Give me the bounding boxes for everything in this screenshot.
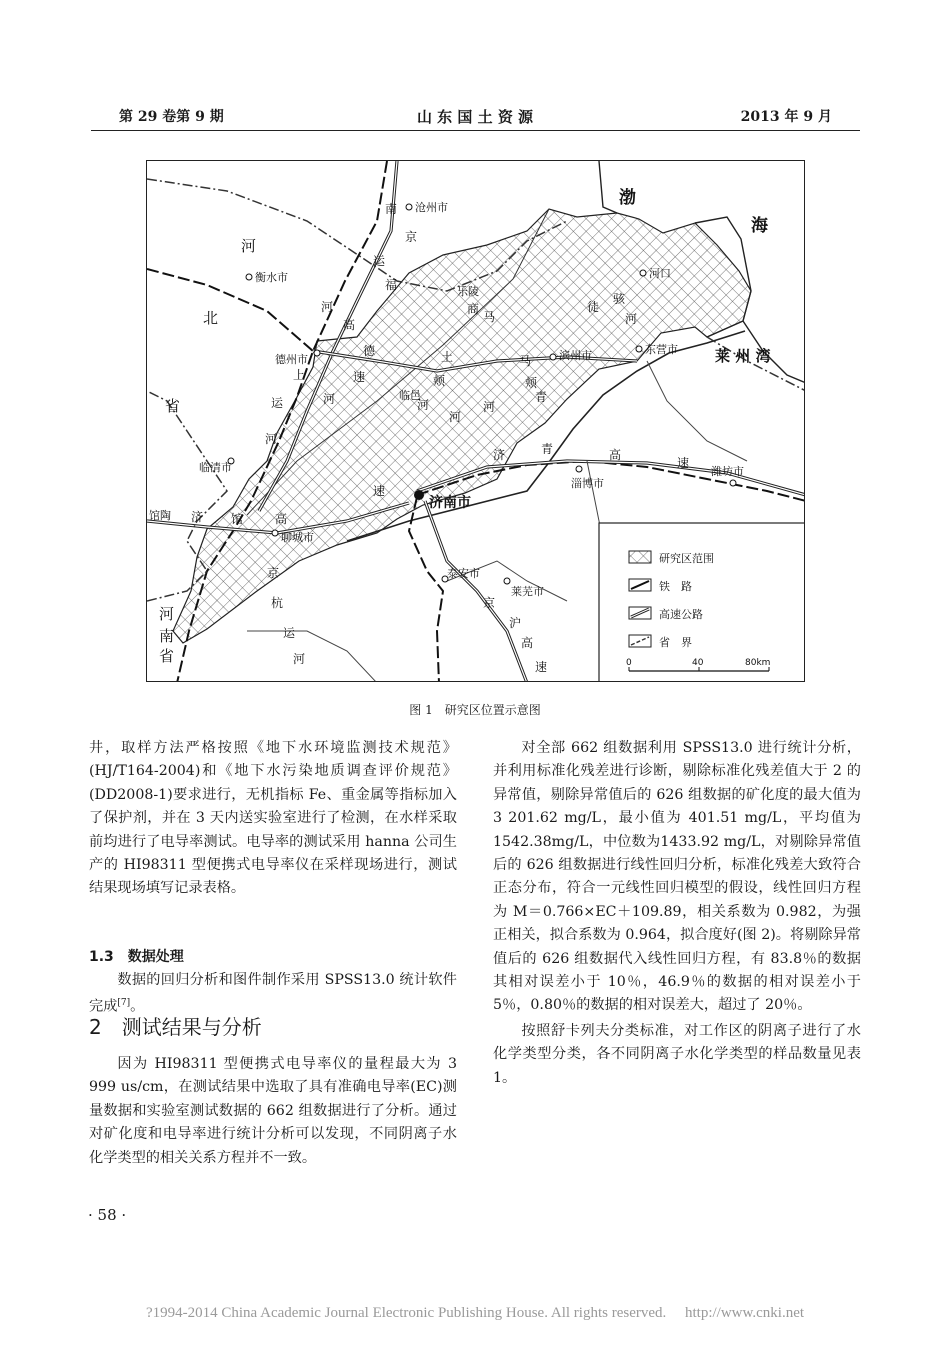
route-char: 运 — [373, 254, 386, 268]
route-char: 上 — [293, 368, 306, 382]
label-hebei-bei: 北 — [203, 309, 219, 327]
label-leling: 乐陵 — [457, 285, 479, 298]
label-guantao: 馆陶 — [149, 509, 171, 522]
legend-scale-40: 40 — [692, 658, 704, 668]
route-char: 济 — [493, 448, 506, 462]
route-char: 杭 — [271, 596, 284, 610]
label-henan-nan: 南 — [159, 627, 175, 645]
city-marker-dezhou — [314, 350, 320, 356]
route-char: 河 — [483, 400, 496, 414]
minor-road-3 — [247, 631, 377, 682]
route-char: 京 — [267, 566, 280, 580]
route-char: 高 — [521, 636, 534, 650]
city-marker-weifang — [730, 480, 736, 486]
legend-scale-80: 80km — [745, 658, 771, 668]
left-column-top — [89, 737, 457, 901]
label-zibo: 淄博市 — [571, 477, 604, 490]
label-linyi: 临邑 — [399, 389, 421, 402]
right-column — [493, 737, 861, 1090]
route-char: 马 — [483, 310, 496, 324]
route-char: 速 — [353, 370, 366, 384]
copyright-footer: ?1994-2014 China Academic Journal Electronic Publishing House. All rights reserved. http://www.cnki.net — [145, 1305, 805, 1321]
route-char: 河 — [265, 432, 278, 446]
route-char: 颊 — [433, 374, 446, 388]
city-marker-jinan — [414, 490, 424, 500]
label-binzhou: 滨州市 — [559, 349, 592, 362]
route-char: 土 — [441, 350, 454, 364]
route-char: 速 — [535, 660, 548, 674]
city-marker-laiwu — [504, 578, 510, 584]
label-henan-he: 河 — [159, 605, 175, 623]
route-char: 商 — [467, 302, 480, 316]
label-bohai: 渤 — [619, 188, 636, 208]
legend-scale-0: 0 — [626, 658, 632, 668]
label-dezhou: 德州市 — [275, 353, 308, 366]
route-char: 河 — [321, 300, 334, 314]
route-char: 马 — [519, 354, 532, 368]
route-char: 运 — [283, 626, 296, 640]
subsection-title: 1.3 数据处理 — [89, 949, 184, 965]
label-hekou: 河口 — [649, 267, 671, 280]
route-char: 福 — [385, 278, 398, 292]
route-char: 南 — [385, 202, 398, 216]
route-char: 速 — [373, 484, 386, 498]
route-char: 徒 — [587, 300, 600, 314]
label-hebei-sheng: 省 — [165, 397, 181, 415]
publication-date: 2013 年 9 月 — [740, 109, 832, 125]
left-column-results — [89, 1053, 457, 1170]
legend-swatch-study-area — [629, 551, 651, 563]
railway-line-dezhou-shijiazhuang — [147, 269, 313, 351]
city-marker-cangzhou — [406, 204, 412, 210]
label-hebei-he: 河 — [241, 237, 257, 255]
label-taian: 泰安市 — [447, 567, 480, 580]
route-char: 河 — [293, 652, 306, 666]
city-marker-liaocheng — [272, 530, 278, 536]
journal-volume-issue: 第 29 卷第 9 期 — [119, 109, 224, 125]
city-marker-hengshui — [246, 274, 252, 280]
route-char: 河 — [625, 312, 638, 326]
label-hai: 海 — [751, 216, 768, 236]
label-jinan: 济南市 — [429, 495, 471, 511]
page-number: · 58 · — [88, 1206, 127, 1224]
route-char: 河 — [417, 398, 430, 412]
route-char: 高 — [609, 448, 622, 462]
route-char: 颊 — [525, 376, 538, 390]
legend-label-boundary: 省 界 — [659, 636, 692, 649]
city-marker-zibo — [576, 466, 582, 472]
journal-title: 山 东 国 土 资 源 — [416, 108, 534, 126]
study-area-map — [146, 160, 805, 682]
legend-label-railway: 铁 路 — [659, 580, 692, 593]
route-char: 河 — [449, 410, 462, 424]
route-char: 骇 — [613, 292, 626, 306]
route-char: 馆 — [231, 512, 244, 526]
city-marker-hekou — [640, 270, 646, 276]
section-title: 2 测试结果与分析 — [89, 1015, 262, 1039]
route-char: 速 — [677, 456, 690, 470]
railway-line-jinan-taian — [409, 497, 443, 682]
route-char: 济 — [191, 510, 204, 524]
label-liaocheng: 聊城市 — [281, 531, 314, 544]
route-char: 京 — [483, 596, 496, 610]
route-char: 高 — [275, 512, 288, 526]
legend-label-highway: 高速公路 — [659, 608, 703, 621]
label-linqing: 临清市 — [199, 461, 232, 474]
label-dongying: 东营市 — [645, 343, 678, 356]
map-legend — [599, 523, 805, 682]
figure-caption: 图 1 研究区位置示意图 — [409, 703, 541, 717]
paragraph-data-processing: 数据的回归分析和图件制作采用 SPSS13.0 统计软件完成[7]。 — [89, 972, 457, 1016]
minor-road-4 — [647, 361, 747, 461]
paragraph-results-intro: 因为 HI98311 型便携式电导率仪的量程最大为 3 999 us/cm，在测试结果中选取了具有准确电导率(EC)测量数据和实验室测试数据的 662 组数据进行了分析。通过对矿化度和电导率进行统计分析可以发现，不同阴离子水化学类型的相关关系方程并不一致。 — [89, 1056, 457, 1166]
route-char: 京 — [405, 230, 418, 244]
label-henan-sheng: 省 — [159, 647, 175, 665]
label-laizhou-bay: 莱 州 湾 — [715, 347, 771, 365]
label-weifang: 潍坊市 — [711, 465, 744, 478]
route-char: 青 — [535, 390, 548, 404]
header-rule — [91, 130, 860, 131]
route-char: 运 — [271, 396, 284, 410]
route-char: 沪 — [509, 616, 522, 630]
legend-label-study-area: 研究区范围 — [659, 552, 714, 565]
route-char: 青 — [541, 442, 554, 456]
paragraph-classification: 按照舒卡列夫分类标准，对工作区的阴离子进行了水化学类型分类，各不同阴离子水化学类型的样品数量见表 1。 — [493, 1022, 861, 1086]
route-char: 河 — [323, 392, 336, 406]
label-hengshui: 衡水市 — [255, 271, 288, 284]
city-marker-binzhou — [550, 354, 556, 360]
paragraph-sampling-method: 井，取样方法严格按照《地下水环境监测技术规范》(HJ/T164-2004)和《地下水污染地质调查评价规范》(DD2008-1)要求进行，无机指标 Fe、重金属等指标加入了保护剂，并在 3 天内送实验室进行了检测，在水样采取前均进行了电导率测试。电导率的测试采用 hanna 公司生产的 HI98311 型便携式电导率仪在采样现场进行，测试结果现场填写记录表格。 — [89, 740, 457, 897]
route-char: 德 — [363, 344, 376, 358]
route-char: 高 — [343, 318, 356, 332]
paragraph-statistics: 对全部 662 组数据利用 SPSS13.0 进行统计分析，并利用标准化残差进行诊断，剔除标准化残差值大于 2 的异常值，剔除异常值后的 626 组数据的矿化度的最大值为 3 201.62 mg/L，最小值为 401.51 mg/L，平均值为1542.38mg/L，中位数为1433.92 mg/L，对剔除异常值后的 626 组数据进行线性回归分析，标准化残差大致符合正态分布，符合一元线性回归模型的假设，线性回归方程为 M＝0.766×EC＋109.89，相关系数为 0.982，为强正相关，拟合系数为 0.964，拟合度好(图 2)。将剔除异常值后的 626 组数据代入线性回归方程，有 83.8％的数据其相对误差小于 10％，46.9％的数据的相对误差小于 5％，0.80％的数据的相对误差大，超过了 20％。 — [493, 740, 861, 1014]
city-marker-dongying — [636, 346, 642, 352]
label-cangzhou: 沧州市 — [415, 201, 448, 214]
label-laiwu: 莱芜市 — [511, 585, 544, 598]
